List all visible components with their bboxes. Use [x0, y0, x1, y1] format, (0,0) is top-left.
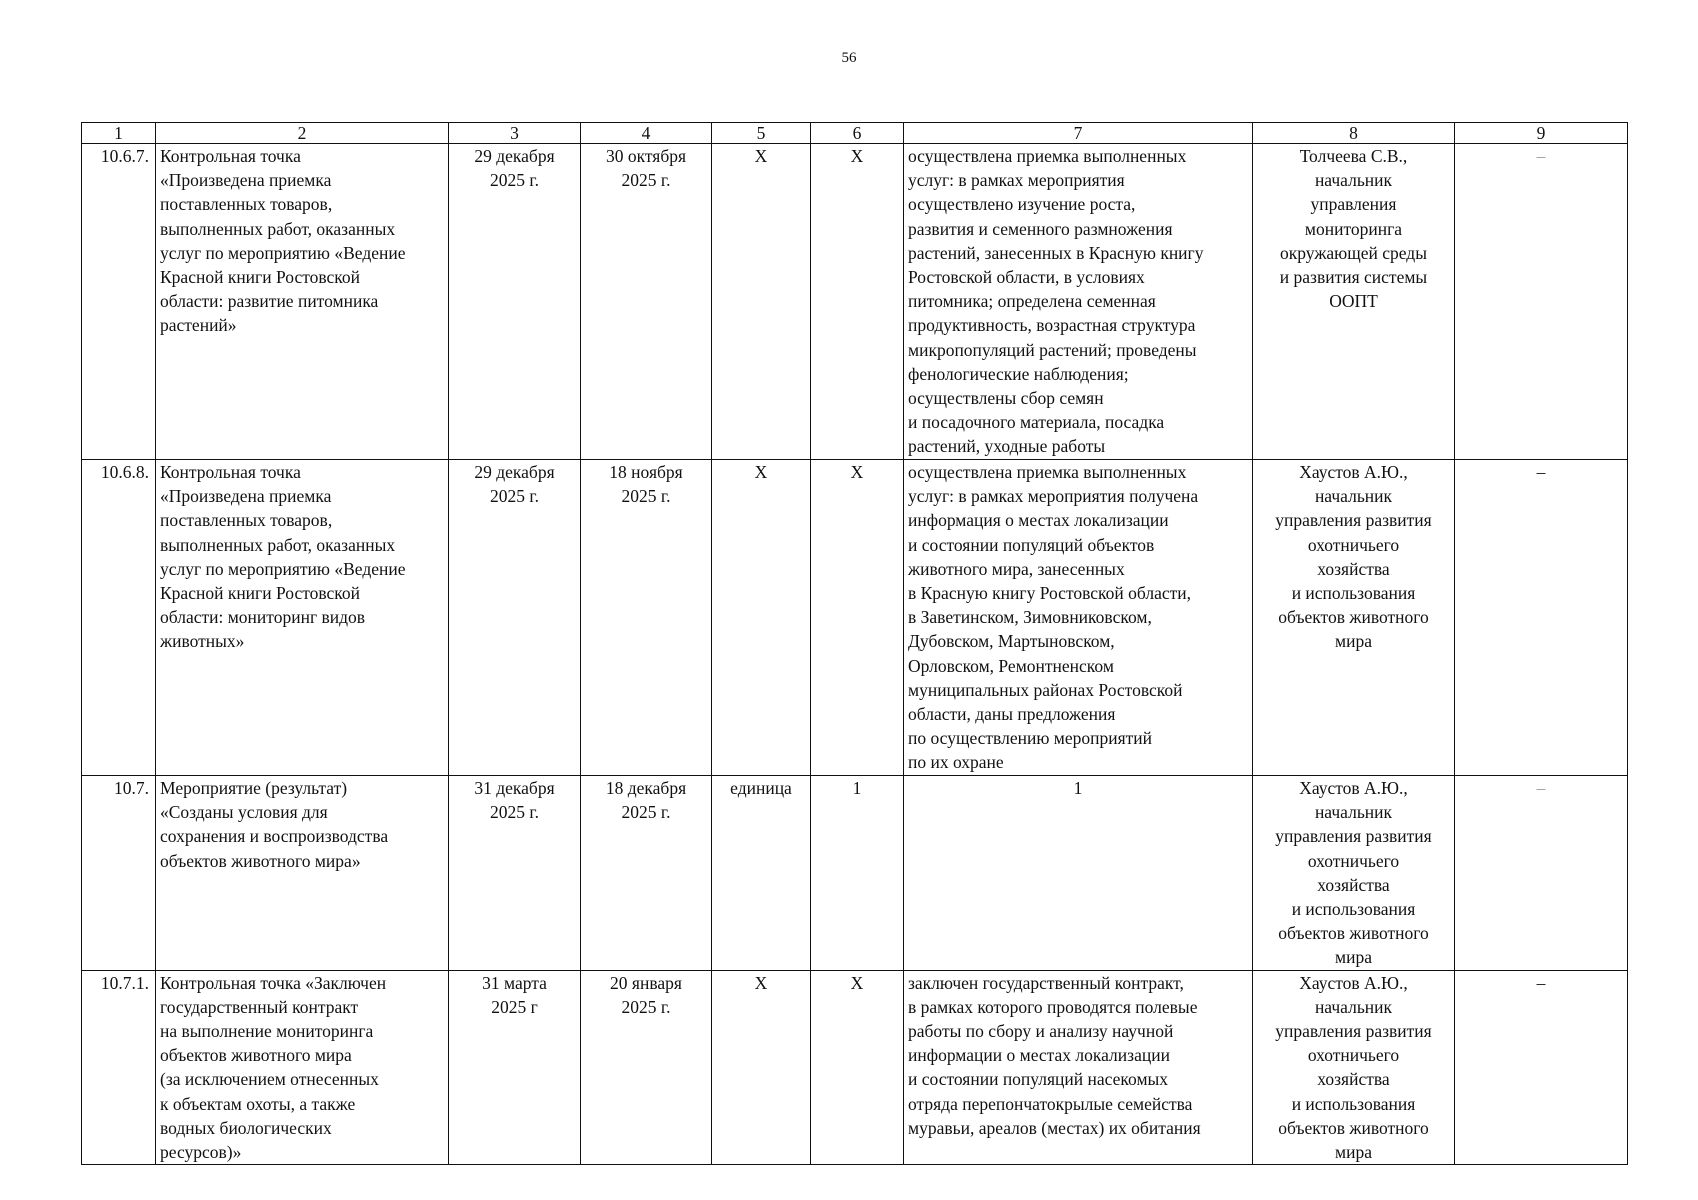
row-plan-value: 1 [811, 776, 904, 971]
row-number: 10.6.8. [82, 460, 156, 776]
row-plan-value: Х [811, 460, 904, 776]
row-name: Мероприятие (результат) «Созданы условия для сохранения и воспроизводства объектов животного мира» [156, 776, 449, 971]
row-plan-value: Х [811, 144, 904, 460]
row-number: 10.6.7. [82, 144, 156, 460]
row-name: Контрольная точка «Заключен государственный контракт на выполнение мониторинга объектов животного мира (за исключением отнесенных к объектам охоты, а также водных биологических ресурсов)» [156, 970, 449, 1165]
header-col-9: 9 [1455, 123, 1628, 144]
row-note: – [1455, 144, 1628, 460]
row-name: Контрольная точка «Произведена приемка поставленных товаров, выполненных работ, оказанных услуг по мероприятию «Ведение Красной книги Ростовской области: развитие питомника растений» [156, 144, 449, 460]
table-header-row [82, 123, 1628, 144]
table-row [82, 460, 1628, 776]
row-date-plan: 29 декабря 2025 г. [449, 144, 581, 460]
row-responsible: Хаустов А.Ю., начальник управления развития охотничьего хозяйства и использования объектов животного мира [1253, 776, 1455, 971]
row-number: 10.7.1. [82, 970, 156, 1165]
row-note: – [1455, 776, 1628, 971]
table-row [82, 776, 1628, 971]
header-col-1: 1 [82, 123, 156, 144]
header-col-3: 3 [449, 123, 581, 144]
row-plan-value: Х [811, 970, 904, 1165]
header-col-7: 7 [904, 123, 1253, 144]
row-result: осуществлена приемка выполненных услуг: в рамках мероприятия осуществлено изучение роста, развития и семенного размножения растений, занесенных в Красную книгу Ростовской области, в условиях питомника; определена семенная продуктивность, возрастная структура микропопуляций растений; проведены фенологические наблюдения; осуществлены сбор семян и посадочного материала, посадка растений, уходные работы [904, 144, 1253, 460]
row-result: 1 [904, 776, 1253, 971]
header-col-4: 4 [581, 123, 712, 144]
row-responsible: Толчеева С.В., начальник управления мониторинга окружающей среды и развития системы ООПТ [1253, 144, 1455, 460]
row-unit: Х [712, 970, 811, 1165]
row-date-fact: 30 октября 2025 г. [581, 144, 712, 460]
plan-table [81, 122, 1628, 1165]
row-responsible: Хаустов А.Ю., начальник управления развития охотничьего хозяйства и использования объектов животного мира [1253, 460, 1455, 776]
header-col-8: 8 [1253, 123, 1455, 144]
row-name: Контрольная точка «Произведена приемка поставленных товаров, выполненных работ, оказанных услуг по мероприятию «Ведение Красной книги Ростовской области: мониторинг видов животных» [156, 460, 449, 776]
row-note: – [1455, 970, 1628, 1165]
row-unit: Х [712, 144, 811, 460]
table-row [82, 144, 1628, 460]
header-col-2: 2 [156, 123, 449, 144]
row-note: – [1455, 460, 1628, 776]
row-date-fact: 20 января 2025 г. [581, 970, 712, 1165]
row-result: заключен государственный контракт, в рамках которого проводятся полевые работы по сбору и анализу научной информации о местах локализации и состоянии популяций насекомых отряда перепончатокрылые семейства муравьи, ареалов (местах) их обитания [904, 970, 1253, 1165]
page-number: 56 [841, 50, 857, 66]
row-number: 10.7. [82, 776, 156, 971]
header-col-5: 5 [712, 123, 811, 144]
row-date-fact: 18 декабря 2025 г. [581, 776, 712, 971]
header-col-6: 6 [811, 123, 904, 144]
row-responsible: Хаустов А.Ю., начальник управления развития охотничьего хозяйства и использования объектов животного мира [1253, 970, 1455, 1165]
row-date-plan: 31 марта 2025 г [449, 970, 581, 1165]
row-unit: единица [712, 776, 811, 971]
row-unit: Х [712, 460, 811, 776]
table-row [82, 970, 1628, 1165]
row-date-plan: 29 декабря 2025 г. [449, 460, 581, 776]
row-date-plan: 31 декабря 2025 г. [449, 776, 581, 971]
row-date-fact: 18 ноября 2025 г. [581, 460, 712, 776]
row-result: осуществлена приемка выполненных услуг: в рамках мероприятия получена информация о местах локализации и состоянии популяций объектов животного мира, занесенных в Красную книгу Ростовской области, в Заветинском, Зимовниковском, Дубовском, Мартыновском, Орловском, Ремонтненском муниципальных районах Ростовской области, даны предложения по осуществлению мероприятий по их охране [904, 460, 1253, 776]
